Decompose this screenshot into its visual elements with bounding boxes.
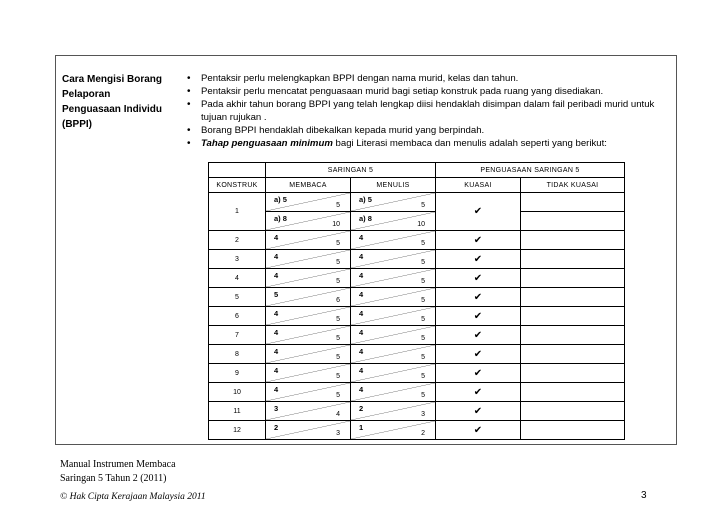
menulis-max: 5 bbox=[421, 297, 425, 304]
kuasai-check: ✔ bbox=[436, 269, 521, 288]
menulis-cell bbox=[351, 326, 436, 345]
membaca-max: 5 bbox=[336, 373, 340, 380]
menulis-level: 4 bbox=[359, 328, 364, 337]
kuasai-check: ✔ bbox=[436, 345, 521, 364]
konstruk-cell: 12 bbox=[209, 421, 266, 440]
kuasai-check: ✔ bbox=[436, 421, 521, 440]
kuasai-check: ✔ bbox=[436, 326, 521, 345]
tidak-kuasai-cell bbox=[521, 288, 625, 307]
kuasai-check: ✔ bbox=[436, 364, 521, 383]
col-konstruk: KONSTRUK bbox=[209, 178, 266, 193]
membaca-cell bbox=[266, 402, 351, 421]
menulis-cell bbox=[351, 364, 436, 383]
membaca-max: 5 bbox=[336, 392, 340, 399]
bullet-item: • Pentaksir perlu mencatat penguasaan murid bagi setiap konstruk pada ruang yang disediakan. bbox=[184, 85, 674, 98]
membaca-max: 5 bbox=[336, 259, 340, 266]
membaca-max: 10 bbox=[332, 221, 340, 228]
menulis-cell bbox=[351, 402, 436, 421]
table-row bbox=[209, 231, 625, 250]
membaca-cell bbox=[266, 269, 351, 288]
membaca-cell bbox=[266, 193, 351, 212]
menulis-max: 5 bbox=[421, 240, 425, 247]
bullet-item: • Borang BPPI hendaklah dibekalkan kepada murid yang berpindah. bbox=[184, 124, 674, 137]
table-row bbox=[209, 269, 625, 288]
membaca-level: 5 bbox=[274, 290, 279, 299]
menulis-max: 5 bbox=[421, 335, 425, 342]
membaca-level: a) 5 bbox=[274, 195, 287, 204]
membaca-cell bbox=[266, 288, 351, 307]
kuasai-check: ✔ bbox=[436, 288, 521, 307]
manual-title bbox=[60, 458, 176, 486]
membaca-level: 4 bbox=[274, 328, 279, 337]
membaca-cell bbox=[266, 250, 351, 269]
table-row bbox=[209, 212, 625, 231]
col-tidak-kuasai: TIDAK KUASAI bbox=[521, 178, 625, 193]
header-penguasaan: PENGUASAAN SARINGAN 5 bbox=[436, 163, 625, 178]
menulis-max: 10 bbox=[417, 221, 425, 228]
menulis-level: 4 bbox=[359, 233, 364, 242]
tidak-kuasai-cell bbox=[521, 421, 625, 440]
tidak-kuasai-cell bbox=[521, 269, 625, 288]
kuasai-check: ✔ bbox=[436, 231, 521, 250]
bullet-item-minimum bbox=[184, 137, 674, 150]
menulis-level: 1 bbox=[359, 423, 364, 432]
tidak-kuasai-cell bbox=[521, 212, 625, 231]
konstruk-cell: 9 bbox=[209, 364, 266, 383]
menulis-cell bbox=[351, 250, 436, 269]
tidak-kuasai-cell bbox=[521, 231, 625, 250]
konstruk-cell: 11 bbox=[209, 402, 266, 421]
membaca-cell bbox=[266, 345, 351, 364]
menulis-level: a) 8 bbox=[359, 214, 372, 223]
menulis-max: 2 bbox=[421, 430, 425, 437]
menulis-max: 3 bbox=[421, 411, 425, 418]
konstruk-cell: 3 bbox=[209, 250, 266, 269]
menulis-level: 4 bbox=[359, 385, 364, 394]
membaca-max: 5 bbox=[336, 354, 340, 361]
table-row bbox=[209, 402, 625, 421]
menulis-max: 5 bbox=[421, 259, 425, 266]
table-row bbox=[209, 288, 625, 307]
menulis-level: 4 bbox=[359, 252, 364, 261]
tidak-kuasai-cell bbox=[521, 364, 625, 383]
menulis-cell bbox=[351, 383, 436, 402]
table-row bbox=[209, 326, 625, 345]
membaca-level: 2 bbox=[274, 423, 279, 432]
menulis-level: 4 bbox=[359, 271, 364, 280]
bullet-rest-text: bagi Literasi membaca dan menulis adalah seperti yang berikut: bbox=[332, 138, 607, 149]
copyright-text: © Hak Cipta Kerajaan Malaysia 2011 bbox=[60, 492, 206, 502]
menulis-cell bbox=[351, 269, 436, 288]
menulis-max: 5 bbox=[421, 278, 425, 285]
menulis-cell bbox=[351, 421, 436, 440]
tidak-kuasai-cell bbox=[521, 193, 625, 212]
menulis-level: 4 bbox=[359, 290, 364, 299]
col-kuasai: KUASAI bbox=[436, 178, 521, 193]
konstruk-cell: 10 bbox=[209, 383, 266, 402]
blank-header bbox=[209, 163, 266, 178]
tidak-kuasai-cell bbox=[521, 326, 625, 345]
section-title: Cara Mengisi Borang Pelaporan Penguasaan Individu (BPPI) bbox=[62, 74, 163, 130]
tidak-kuasai-cell bbox=[521, 307, 625, 326]
page-number: 3 bbox=[641, 490, 647, 501]
membaca-max: 5 bbox=[336, 202, 340, 209]
tidak-kuasai-cell bbox=[521, 250, 625, 269]
menulis-max: 5 bbox=[421, 373, 425, 380]
membaca-max: 5 bbox=[336, 335, 340, 342]
konstruk-cell: 1 bbox=[209, 193, 266, 231]
menulis-max: 5 bbox=[421, 316, 425, 323]
konstruk-cell: 4 bbox=[209, 269, 266, 288]
membaca-cell bbox=[266, 383, 351, 402]
menulis-max: 5 bbox=[421, 354, 425, 361]
menulis-level: 4 bbox=[359, 366, 364, 375]
menulis-level: 4 bbox=[359, 347, 364, 356]
table-row bbox=[209, 345, 625, 364]
membaca-level: 4 bbox=[274, 271, 279, 280]
table-row bbox=[209, 307, 625, 326]
kuasai-check: ✔ bbox=[436, 307, 521, 326]
table-row bbox=[209, 383, 625, 402]
membaca-cell bbox=[266, 421, 351, 440]
table-row bbox=[209, 364, 625, 383]
membaca-cell bbox=[266, 364, 351, 383]
konstruk-cell: 7 bbox=[209, 326, 266, 345]
tidak-kuasai-cell bbox=[521, 402, 625, 421]
membaca-max: 6 bbox=[336, 297, 340, 304]
menulis-max: 5 bbox=[421, 202, 425, 209]
menulis-level: 4 bbox=[359, 309, 364, 318]
konstruk-cell: 6 bbox=[209, 307, 266, 326]
membaca-max: 5 bbox=[336, 278, 340, 285]
tidak-kuasai-cell bbox=[521, 345, 625, 364]
table-row bbox=[209, 421, 625, 440]
content-frame bbox=[55, 55, 677, 445]
menulis-max: 5 bbox=[421, 392, 425, 399]
konstruk-cell: 5 bbox=[209, 288, 266, 307]
menulis-level: 2 bbox=[359, 404, 364, 413]
manual-line-1: Manual Instrumen Membaca bbox=[60, 459, 176, 470]
col-menulis: MENULIS bbox=[351, 178, 436, 193]
membaca-level: 3 bbox=[274, 404, 279, 413]
instruction-list bbox=[184, 72, 674, 150]
bullet-bold-text: Tahap penguasaan minimum bbox=[201, 138, 333, 149]
konstruk-cell: 2 bbox=[209, 231, 266, 250]
membaca-level: 4 bbox=[274, 252, 279, 261]
tidak-kuasai-cell bbox=[521, 383, 625, 402]
membaca-max: 4 bbox=[336, 411, 340, 418]
kuasai-check: ✔ bbox=[436, 250, 521, 269]
kuasai-check: ✔ bbox=[436, 402, 521, 421]
col-membaca: MEMBACA bbox=[266, 178, 351, 193]
membaca-level: 4 bbox=[274, 347, 279, 356]
menulis-cell bbox=[351, 288, 436, 307]
membaca-level: a) 8 bbox=[274, 214, 287, 223]
membaca-level: 4 bbox=[274, 233, 279, 242]
menulis-cell bbox=[351, 193, 436, 212]
membaca-cell bbox=[266, 307, 351, 326]
membaca-cell bbox=[266, 231, 351, 250]
manual-line-2: Saringan 5 Tahun 2 (2011) bbox=[60, 473, 167, 484]
membaca-max: 3 bbox=[336, 430, 340, 437]
menulis-cell bbox=[351, 307, 436, 326]
bullet-item: • Pentaksir perlu melengkapkan BPPI dengan nama murid, kelas dan tahun. bbox=[184, 72, 674, 85]
membaca-max: 5 bbox=[336, 240, 340, 247]
kuasai-check: ✔ bbox=[436, 193, 521, 231]
menulis-cell bbox=[351, 231, 436, 250]
membaca-max: 5 bbox=[336, 316, 340, 323]
menulis-level: a) 5 bbox=[359, 195, 372, 204]
membaca-level: 4 bbox=[274, 309, 279, 318]
mastery-table bbox=[208, 162, 625, 440]
menulis-cell bbox=[351, 212, 436, 231]
table-row bbox=[209, 193, 625, 212]
menulis-cell bbox=[351, 345, 436, 364]
header-saringan: SARINGAN 5 bbox=[266, 163, 436, 178]
membaca-cell bbox=[266, 326, 351, 345]
membaca-level: 4 bbox=[274, 366, 279, 375]
konstruk-cell: 8 bbox=[209, 345, 266, 364]
bullet-item: • Pada akhir tahun borang BPPI yang telah lengkap diisi hendaklah disimpan dalam fail peribadi murid untuk tujuan rujukan . bbox=[184, 98, 674, 124]
table-row bbox=[209, 250, 625, 269]
membaca-cell bbox=[266, 212, 351, 231]
membaca-level: 4 bbox=[274, 385, 279, 394]
kuasai-check: ✔ bbox=[436, 383, 521, 402]
